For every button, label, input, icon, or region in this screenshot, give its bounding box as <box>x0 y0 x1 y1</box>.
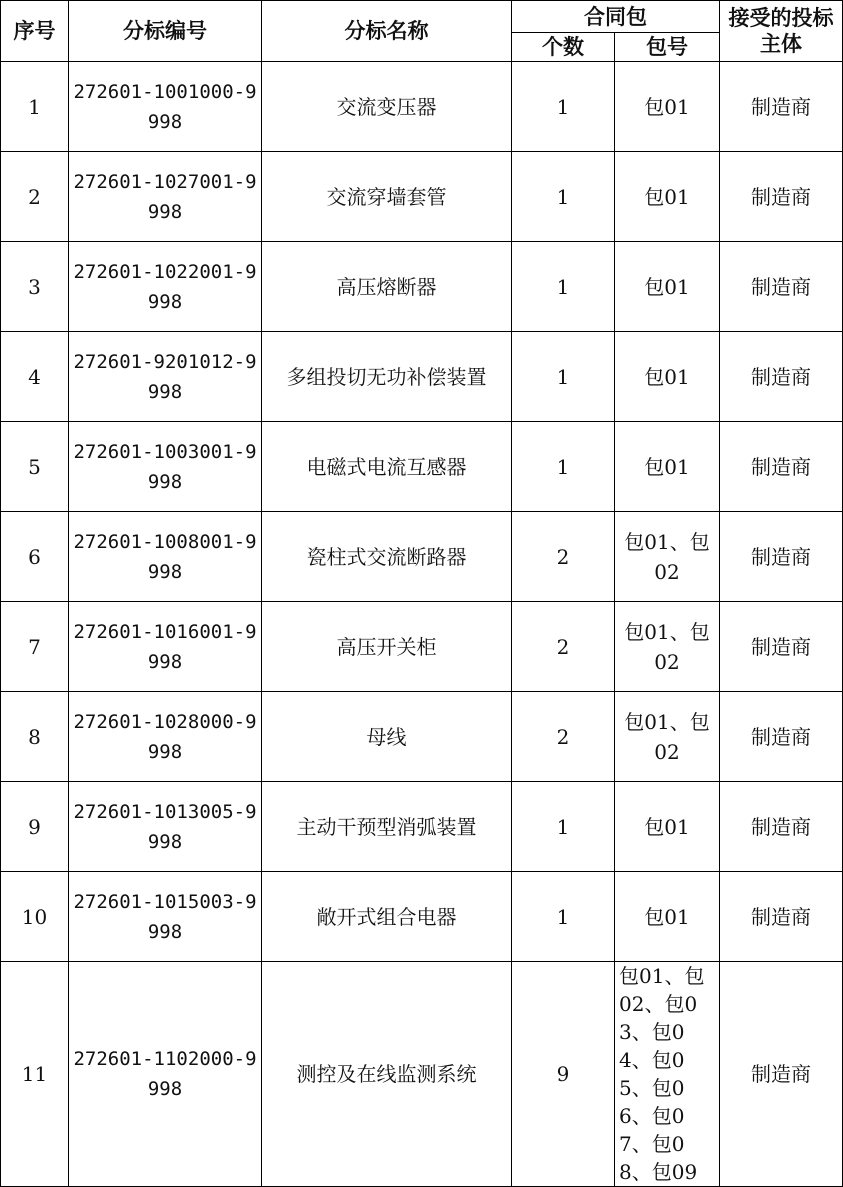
cell-name: 交流变压器 <box>262 62 512 152</box>
cell-count: 1 <box>512 332 615 422</box>
cell-count: 1 <box>512 62 615 152</box>
cell-count: 1 <box>512 872 615 962</box>
table-row <box>1 332 843 422</box>
cell-name: 多组投切无功补偿装置 <box>262 332 512 422</box>
cell-count: 9 <box>512 962 615 1187</box>
cell-name: 测控及在线监测系统 <box>262 962 512 1187</box>
table-row <box>1 602 843 692</box>
cell-name: 主动干预型消弧装置 <box>262 782 512 872</box>
cell-code: 272601-1102000-9998 <box>69 962 262 1187</box>
cell-seq: 5 <box>1 422 69 512</box>
header-seq: 序号 <box>1 1 69 62</box>
cell-pkg: 包01、包02 <box>615 512 720 602</box>
cell-code: 272601-1001000-9998 <box>69 62 262 152</box>
cell-count: 1 <box>512 422 615 512</box>
cell-pkg: 包01 <box>615 62 720 152</box>
table-row <box>1 692 843 782</box>
cell-pkg: 包01、包02 <box>615 602 720 692</box>
cell-name: 高压开关柜 <box>262 602 512 692</box>
cell-seq: 3 <box>1 242 69 332</box>
cell-code: 272601-9201012-9998 <box>69 332 262 422</box>
cell-count: 1 <box>512 242 615 332</box>
cell-bidder: 制造商 <box>720 692 843 782</box>
cell-name: 母线 <box>262 692 512 782</box>
cell-pkg: 包01 <box>615 872 720 962</box>
header-pkg: 包号 <box>615 33 720 62</box>
cell-pkg: 包01 <box>615 422 720 512</box>
cell-count: 1 <box>512 782 615 872</box>
cell-bidder: 制造商 <box>720 962 843 1187</box>
header-contract: 合同包 <box>512 1 720 33</box>
header-code: 分标编号 <box>69 1 262 62</box>
cell-bidder: 制造商 <box>720 332 843 422</box>
cell-count: 2 <box>512 512 615 602</box>
cell-bidder: 制造商 <box>720 62 843 152</box>
cell-count: 1 <box>512 152 615 242</box>
table-row <box>1 62 843 152</box>
table-row <box>1 152 843 242</box>
cell-bidder: 制造商 <box>720 872 843 962</box>
cell-seq: 1 <box>1 62 69 152</box>
cell-seq: 2 <box>1 152 69 242</box>
cell-name: 敞开式组合电器 <box>262 872 512 962</box>
header-name: 分标名称 <box>262 1 512 62</box>
cell-pkg: 包01、包02 <box>615 692 720 782</box>
table-row <box>1 872 843 962</box>
table-row <box>1 422 843 512</box>
cell-count: 2 <box>512 602 615 692</box>
cell-seq: 9 <box>1 782 69 872</box>
cell-seq: 4 <box>1 332 69 422</box>
cell-code: 272601-1015003-9998 <box>69 872 262 962</box>
cell-name: 瓷柱式交流断路器 <box>262 512 512 602</box>
cell-code: 272601-1016001-9998 <box>69 602 262 692</box>
cell-seq: 6 <box>1 512 69 602</box>
header-count: 个数 <box>512 33 615 62</box>
table-row <box>1 242 843 332</box>
table-row <box>1 512 843 602</box>
cell-seq: 8 <box>1 692 69 782</box>
cell-pkg: 包01 <box>615 332 720 422</box>
cell-name: 交流穿墙套管 <box>262 152 512 242</box>
cell-bidder: 制造商 <box>720 512 843 602</box>
cell-code: 272601-1003001-9998 <box>69 422 262 512</box>
cell-bidder: 制造商 <box>720 602 843 692</box>
cell-name: 电磁式电流互感器 <box>262 422 512 512</box>
cell-pkg: 包01 <box>615 242 720 332</box>
cell-code: 272601-1022001-9998 <box>69 242 262 332</box>
cell-pkg: 包01 <box>615 152 720 242</box>
cell-bidder: 制造商 <box>720 152 843 242</box>
header-bidder <box>720 1 843 62</box>
cell-code: 272601-1013005-9998 <box>69 782 262 872</box>
table-header <box>1 1 843 62</box>
table-row <box>1 782 843 872</box>
cell-bidder: 制造商 <box>720 242 843 332</box>
cell-seq: 11 <box>1 962 69 1187</box>
cell-code: 272601-1027001-9998 <box>69 152 262 242</box>
cell-code: 272601-1028000-9998 <box>69 692 262 782</box>
header-bidder-label: 接受的投标主体 <box>728 6 834 56</box>
cell-seq: 7 <box>1 602 69 692</box>
cell-pkg: 包01、包02、包03、包04、包05、包06、包07、包08、包09 <box>615 962 720 1187</box>
cell-bidder: 制造商 <box>720 422 843 512</box>
cell-count: 2 <box>512 692 615 782</box>
cell-code: 272601-1008001-9998 <box>69 512 262 602</box>
table-row <box>1 962 843 1187</box>
cell-seq: 10 <box>1 872 69 962</box>
cell-pkg: 包01 <box>615 782 720 872</box>
cell-bidder: 制造商 <box>720 782 843 872</box>
table-body <box>1 62 843 1187</box>
cell-name: 高压熔断器 <box>262 242 512 332</box>
